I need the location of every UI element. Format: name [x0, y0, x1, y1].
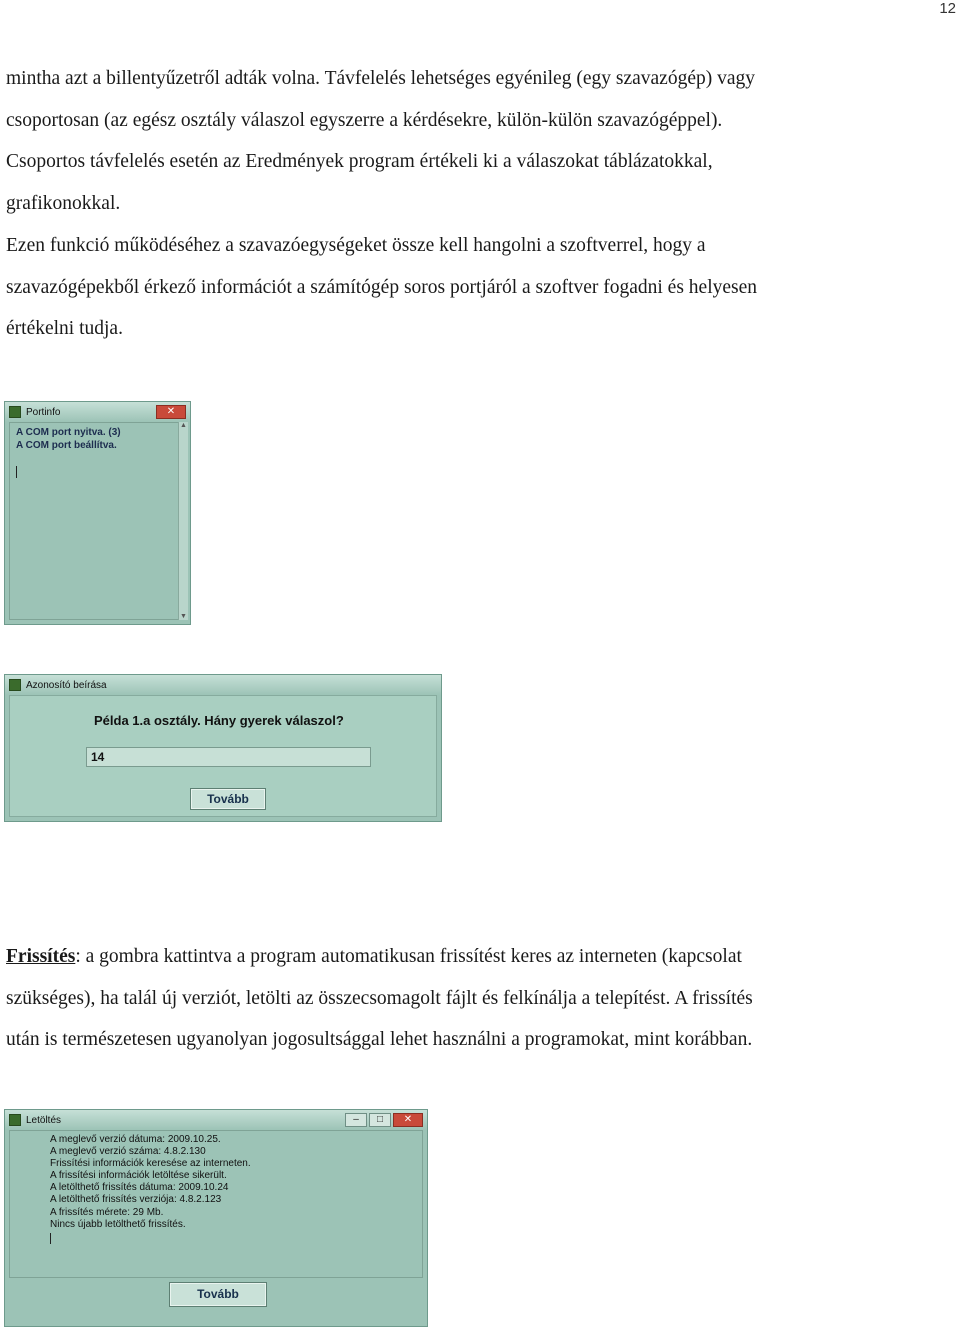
- log-line: A meglevő verzió száma: 4.8.2.130: [50, 1146, 206, 1158]
- page-number: 12: [939, 0, 956, 17]
- window-title: Portinfo: [26, 406, 61, 418]
- text-line: Csoportos távfelelés esetén az Eredmények program értékeli ki a válaszokat táblázatokkal,: [6, 151, 713, 173]
- log-line: A letölthető frissítés dátuma: 2009.10.24: [50, 1182, 229, 1194]
- app-icon: [9, 1114, 21, 1126]
- text-caret: [50, 1233, 51, 1244]
- section-lead: Frissítés: [6, 946, 76, 967]
- log-line: A frissítési információk letöltése sikerült.: [50, 1170, 227, 1182]
- answer-count-input[interactable]: [86, 747, 371, 767]
- text-line: szükséges), ha talál új verziót, letölti az összecsomagolt fájlt és felkínálja a telepítést. A frissítés: [6, 987, 753, 1009]
- scroll-up-icon[interactable]: ▲: [180, 422, 187, 429]
- log-line: A frissítés mérete: 29 Mb.: [50, 1206, 164, 1218]
- text-line: szavazógépekből érkező információt a számítógép soros portjáról a szoftver fogadni és helyesen: [6, 276, 758, 298]
- app-icon: [9, 406, 21, 418]
- vertical-scrollbar[interactable]: [178, 422, 188, 620]
- window-title: Letöltés: [26, 1114, 62, 1126]
- minimize-button[interactable]: –: [345, 1113, 367, 1127]
- titlebar[interactable]: [5, 675, 441, 695]
- titlebar[interactable]: [5, 1110, 427, 1130]
- close-button[interactable]: ✕: [156, 405, 186, 419]
- text-line: mintha azt a billentyűzetről adták volna. Távfelelés lehetséges egyénileg (egy szavazógép) vagy: [6, 68, 755, 89]
- log-line: A letölthető frissítés verziója: 4.8.2.123: [50, 1194, 222, 1206]
- text-line: grafikonokkal.: [6, 193, 121, 215]
- letoltes-window: [4, 1109, 428, 1327]
- log-line: Frissítési információk keresése az interneten.: [50, 1158, 251, 1170]
- close-button[interactable]: ✕: [393, 1113, 423, 1127]
- log-line: A meglevő verzió dátuma: 2009.10.25.: [50, 1134, 221, 1145]
- log-line: A COM port nyitva. (3): [16, 427, 121, 438]
- text-line: értékelni tudja.: [6, 318, 123, 340]
- text-line: Ezen funkció működéséhez a szavazóegységeket össze kell hangolni a szoftverrel, hogy a: [6, 234, 706, 256]
- text-fragment: : a gombra kattintva a program automatikusan frissítést keres az interneten (kapcsolat: [75, 946, 742, 967]
- window-title: Azonosító beírása: [26, 679, 107, 691]
- update-log[interactable]: [9, 1130, 423, 1278]
- portinfo-window: [4, 401, 191, 625]
- intro-paragraph: [6, 58, 956, 350]
- scroll-down-icon[interactable]: ▼: [180, 613, 187, 620]
- question-label: Példa 1.a osztály. Hány gyerek válaszol?: [94, 713, 344, 728]
- next-button[interactable]: Tovább: [190, 788, 266, 810]
- port-log-textarea[interactable]: [9, 422, 181, 620]
- maximize-button[interactable]: □: [369, 1113, 391, 1127]
- text-line: után is természetesen ugyanolyan jogosultsággal lehet használni a programokat, mint korábban.: [6, 1029, 753, 1051]
- text-line: csoportosan (az egész osztály válaszol egyszerre a kérdésekre, külön-külön szavazógéppel).: [6, 109, 723, 131]
- log-line: A COM port beállítva.: [16, 440, 117, 451]
- app-icon: [9, 679, 21, 691]
- update-paragraph: [6, 936, 956, 1061]
- text-caret: [16, 466, 17, 478]
- next-button[interactable]: Tovább: [169, 1282, 267, 1307]
- azonosito-window: [4, 674, 442, 822]
- text-line: [6, 936, 956, 978]
- log-line: Nincs újabb letölthető frissítés.: [50, 1218, 186, 1230]
- dialog-body: [9, 695, 437, 817]
- titlebar[interactable]: [5, 402, 190, 422]
